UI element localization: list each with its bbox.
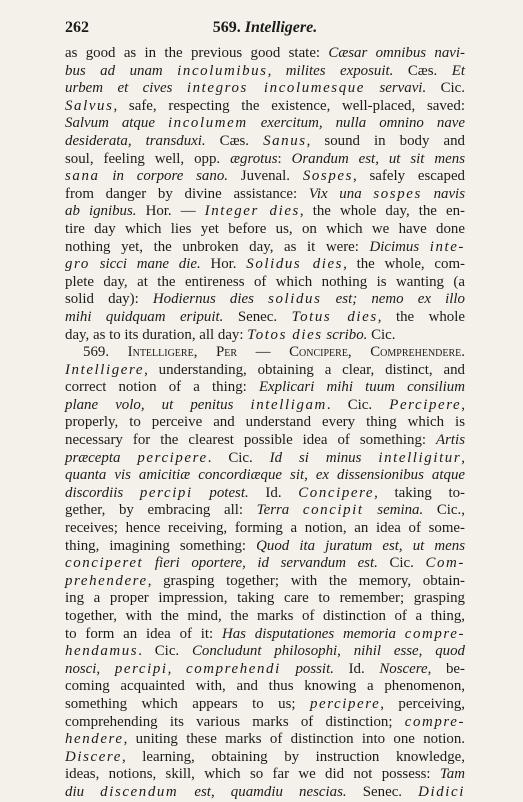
text-run: thing, imagining something:	[65, 537, 257, 554]
text-line	[65, 485, 465, 503]
latin-text: Dicimus	[369, 238, 430, 255]
latin-keyword: Integer dies	[204, 203, 300, 220]
text-run: together, with the mind, the marks of distinction of a thing,	[65, 608, 465, 624]
latin-text: Vix una	[308, 185, 374, 202]
latin-text: mihi quidquam eripuit.	[65, 308, 224, 325]
text-line	[65, 784, 465, 802]
page-number: 262	[65, 19, 89, 36]
text-line	[65, 186, 465, 204]
text-run: , sound in body and	[306, 132, 465, 149]
text-line	[65, 397, 465, 415]
text-line	[65, 696, 465, 714]
text-run: :	[277, 150, 292, 167]
text-line	[65, 327, 465, 345]
latin-text: possit.	[280, 660, 334, 677]
latin-text: scribo.	[322, 326, 368, 343]
text-line	[65, 362, 465, 380]
text-line	[65, 98, 465, 116]
latin-text: exercitum, nulla omnino nave	[247, 115, 465, 132]
text-run: Hor.	[200, 256, 247, 273]
latin-keyword: hendere	[65, 731, 124, 748]
latin-keyword: gro	[65, 256, 90, 273]
text-line	[65, 450, 465, 468]
text-run: soul, feeling well, opp.	[65, 150, 231, 167]
text-run: , taking to-	[374, 484, 466, 501]
text-line	[65, 766, 465, 784]
running-title-number: 569.	[212, 19, 241, 36]
text-line	[65, 274, 465, 292]
text-run: , the whole, com-	[343, 256, 466, 273]
text-run: , uniting these marks of distinction into one notion.	[123, 731, 465, 748]
text-run: .	[138, 643, 142, 660]
text-run: Cic.,	[423, 502, 465, 519]
latin-text: Salvum atque	[65, 115, 168, 132]
latin-text: Terra	[256, 502, 303, 519]
latin-text: fieri oportere, id servandum est.	[143, 555, 378, 572]
latin-keyword: incolumem	[167, 115, 248, 132]
text-run: Cic.	[377, 555, 426, 572]
text-line	[65, 555, 465, 573]
text-line	[65, 221, 465, 239]
latin-text: navis	[421, 185, 465, 202]
latin-keyword: compre-	[404, 625, 465, 642]
running-title	[65, 19, 465, 37]
latin-text: discordiis	[65, 484, 140, 501]
text-run: , safe, respecting the existence, well-placed, saved:	[113, 97, 465, 114]
text-run: Id.	[248, 484, 299, 501]
text-run: , the whole day, the en-	[299, 203, 465, 220]
text-run: day, as to its duration, all day:	[65, 326, 248, 343]
latin-text: præcepta	[65, 449, 138, 466]
text-line	[65, 661, 465, 679]
latin-keyword: Intelligere	[65, 361, 145, 378]
text-run: solid day):	[65, 291, 153, 308]
text-run: Cic.	[141, 643, 192, 660]
text-line	[65, 626, 465, 644]
latin-keyword: sana	[65, 168, 100, 185]
latin-keyword: percipere	[309, 695, 381, 712]
latin-keyword: solidus	[268, 291, 322, 308]
text-line	[65, 133, 465, 151]
latin-text: diu	[65, 783, 101, 800]
text-run: Cæs.	[393, 62, 452, 79]
text-run: , perceiving,	[380, 695, 465, 712]
text-run: , the whole	[377, 308, 465, 325]
latin-text: bus ad unam	[65, 62, 178, 79]
latin-keyword: Concipere	[298, 484, 375, 501]
text-line	[65, 45, 465, 63]
text-line	[65, 590, 465, 608]
latin-keyword: incolumibus	[177, 62, 268, 79]
text-line	[65, 203, 465, 221]
text-run: receives; hence receiving, forming a notion, an idea of some-	[65, 520, 465, 537]
latin-text: Orandum est, ut sit mens	[291, 150, 465, 167]
text-line	[65, 414, 465, 432]
latin-keyword: percipere	[137, 449, 208, 466]
text-line	[65, 714, 465, 732]
running-title-word: Intelligere.	[244, 19, 318, 36]
text-run: 569.	[83, 344, 128, 361]
latin-keyword: hendamus	[65, 643, 139, 660]
text-run: Cic.	[426, 80, 465, 97]
latin-text: plane volo, ut penitus	[65, 396, 251, 413]
latin-text: Tam	[439, 766, 465, 783]
text-run: correct notion of a thing:	[65, 379, 259, 396]
latin-text: in corpore sano.	[99, 168, 228, 185]
latin-text: ab ignibus.	[65, 203, 137, 220]
latin-keyword: conciperet	[65, 555, 144, 572]
text-line	[65, 151, 465, 169]
latin-text: Cæsar omnibus navi-	[328, 45, 465, 61]
text-line	[65, 467, 465, 485]
text-run: from danger by divine assistance:	[65, 185, 309, 202]
text-run: , grasping together; with the memory, obtain-	[147, 572, 465, 589]
latin-keyword: intelligitur	[378, 449, 462, 466]
text-line	[65, 573, 465, 591]
latin-text: nosci,	[65, 660, 115, 677]
text-run: gether, by embracing all:	[65, 502, 257, 519]
latin-keyword: compre-	[404, 713, 465, 730]
latin-text: servavi.	[365, 80, 427, 97]
latin-text: Hodiernus dies	[152, 291, 269, 308]
latin-keyword: Percipere	[389, 396, 462, 413]
text-run: Cic.	[330, 396, 390, 413]
text-line	[65, 168, 465, 186]
text-line	[65, 678, 465, 696]
text-run: , be-	[427, 660, 465, 677]
text-run: coming acquainted with, and thus knowing a phenomenon,	[65, 678, 465, 695]
latin-text: ,	[461, 449, 465, 466]
latin-text: potest.	[192, 484, 249, 501]
text-run: Intelligere, Per — Concipere, Comprehendere.	[127, 344, 465, 361]
text-line	[65, 309, 465, 327]
latin-text: Artis	[436, 432, 465, 449]
text-line	[65, 291, 465, 309]
text-run: tire day which lies yet before us, on which we have done	[65, 220, 465, 237]
latin-keyword: discendum	[100, 783, 179, 800]
text-run: Id.	[333, 660, 380, 677]
text-run: , learning, obtaining by instruction knowledge,	[121, 748, 465, 765]
text-run: Cic.	[367, 326, 396, 343]
text-line	[65, 115, 465, 133]
latin-keyword: Solidus dies	[246, 256, 344, 273]
latin-text: Quod ita juratum est, ut mens	[256, 537, 465, 554]
latin-keyword: integros incolumesque	[186, 80, 366, 97]
latin-text: Noscere	[379, 660, 428, 677]
text-line	[65, 749, 465, 767]
text-run: Senec.	[346, 783, 419, 800]
latin-text: Id si minus	[269, 449, 379, 466]
text-run: .	[326, 396, 331, 413]
latin-keyword: Salvus	[65, 97, 114, 114]
text-run: properly, to perceive and understand every thing which is	[65, 414, 465, 431]
text-line	[65, 538, 465, 556]
latin-text: est; nemo ex illo	[321, 291, 465, 308]
text-line	[65, 643, 465, 661]
text-line	[65, 608, 465, 626]
text-run: ing a proper impression, taking care to remember; grasping	[65, 590, 465, 607]
text-line	[65, 432, 465, 450]
text-line	[65, 379, 465, 397]
text-run: Senec.	[223, 308, 292, 325]
text-run: ,	[461, 396, 465, 413]
text-run: something which appears to us;	[65, 695, 310, 712]
text-line	[65, 80, 465, 98]
latin-text: quanta vis amicitiæ concordiæque sit, ex dissensionibus atque	[65, 467, 465, 484]
latin-keyword: Sospes	[302, 168, 353, 185]
latin-keyword: percipi	[139, 484, 193, 501]
latin-text: Has disputationes memoria	[221, 625, 405, 642]
latin-keyword: inte-	[429, 238, 465, 255]
latin-text: ,	[167, 660, 187, 677]
latin-text: urbem et cives	[65, 80, 187, 97]
latin-text: , milites exposuit.	[267, 62, 394, 79]
latin-text: ægrotus	[230, 150, 278, 167]
text-line	[65, 239, 465, 257]
latin-text: est, quamdiu nescias.	[178, 783, 347, 800]
text-run: ideas, notions, skill, which so far we did not possess:	[65, 766, 440, 783]
latin-keyword: Discere	[65, 748, 122, 765]
text-line	[65, 502, 465, 520]
latin-text: semina.	[363, 502, 424, 519]
text-line	[65, 344, 465, 362]
text-line	[65, 520, 465, 538]
latin-keyword: sospes	[373, 185, 422, 202]
text-run: .	[207, 449, 212, 466]
text-line	[65, 256, 465, 274]
text-line	[65, 63, 465, 81]
text-run: nothing yet, the unbroken day, as it were:	[65, 238, 370, 255]
latin-text: Concludunt philosophi, nihil esse, quod	[191, 643, 465, 660]
text-run: comprehending its various marks of distinction;	[65, 713, 405, 730]
text-run: Hor. —	[136, 203, 205, 220]
text-run: Juvenal.	[228, 168, 303, 185]
text-body	[65, 45, 466, 800]
latin-keyword: Totus dies	[291, 308, 378, 325]
text-line	[65, 731, 465, 749]
text-run: Cic.	[211, 449, 270, 466]
latin-keyword: percipi	[114, 660, 168, 677]
text-run: , understanding, obtaining a clear, distinct, and	[144, 361, 465, 378]
latin-keyword: Com-	[425, 555, 465, 572]
text-run: Cæs.	[205, 132, 264, 149]
latin-text: Et	[451, 62, 465, 79]
latin-keyword: comprehendi	[186, 660, 281, 677]
running-header	[65, 19, 465, 41]
latin-keyword: Sanus	[263, 132, 307, 149]
latin-keyword: intelligam	[250, 396, 327, 413]
latin-keyword: concipit	[302, 502, 364, 519]
latin-keyword: Didici	[418, 783, 465, 800]
latin-text: desiderata, transduxi.	[65, 132, 206, 149]
text-run: plete day, at the entireness of which nothing is wanting (a	[65, 273, 465, 290]
latin-text: Explicari mihi tuum consilium	[258, 379, 465, 396]
latin-keyword: prehendere	[65, 572, 148, 589]
text-run: , safely escaped	[352, 168, 466, 185]
latin-text: sicci mane die.	[89, 256, 201, 273]
latin-keyword: Totos dies	[247, 326, 323, 343]
text-run: as good as in the previous good state:	[65, 45, 329, 61]
text-run: necessary for the clearest possible idea of something:	[65, 432, 437, 449]
text-run: to form an idea of it:	[65, 625, 222, 642]
